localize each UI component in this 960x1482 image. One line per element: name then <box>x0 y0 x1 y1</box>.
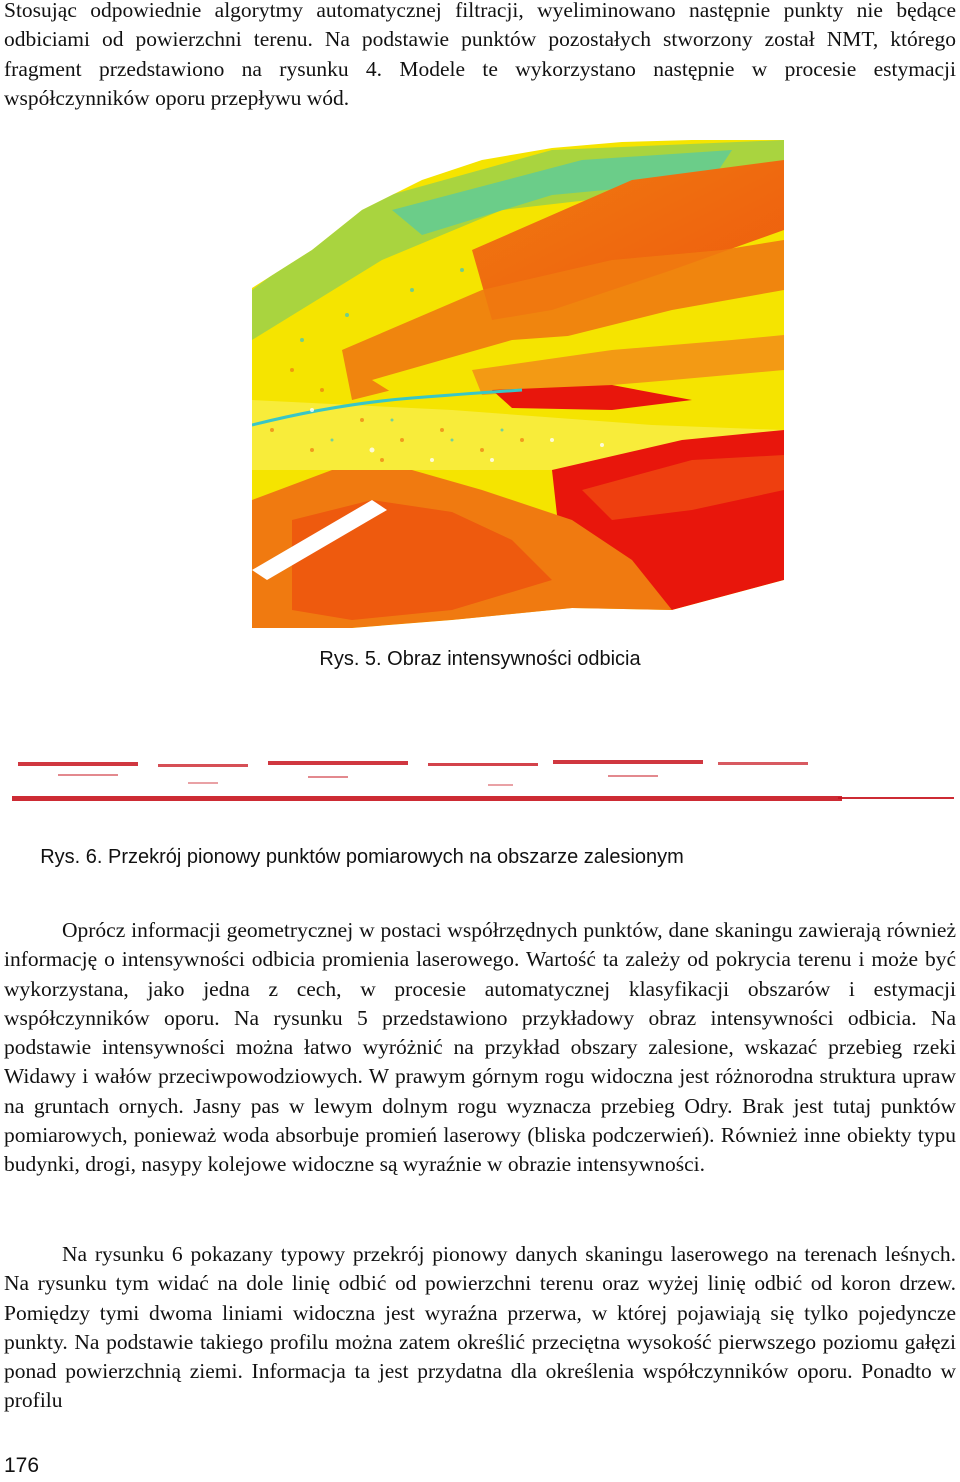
figure-5-caption: Rys. 5. Obraz intensywności odbicia <box>319 648 641 670</box>
vertical-profile-figure <box>8 752 956 812</box>
intensity-image-figure <box>252 140 784 630</box>
figure-6-caption: Rys. 6. Przekrój pionowy punktów pomiarowych na obszarze zalesionym <box>40 846 684 868</box>
page-number: 176 <box>4 1454 40 1477</box>
paragraph-profile: Na rysunku 6 pokazany typowy przekrój pionowy danych skaningu laserowego na terenach leśnych. Na rysunku tym widać na dole linię odbić od powierzchni terenu oraz wyżej linię odbić od koron drzew. Pomiędzy tymi dwoma liniami widoczna jest wyraźna przerwa, w której pojawiają się tylko pojedyncze punkty. Na podstawie takiego profilu można zatem określić przeciętna wysokość pierwszego poziomu gałęzi ponad powierzchnią ziemi. Informacja ta jest przydatna dla określenia współczynników oporu. Ponadto w profilu <box>4 1242 956 1413</box>
paragraph-intensity: Oprócz informacji geometrycznej w postaci współrzędnych punktów, dane skaningu zawierają również informację o intensywności odbicia promienia laserowego. Wartość ta zależy od pokrycia terenu i może być wykorzystana, jako jedna z cech, w procesie automatycznej klasyfikacji obszarów i estymacji współczynników oporu. Na rysunku 5 przedstawiono przykładowy obraz intensywności odbicia. Na podstawie intensywności można łatwo wyróżnić na przykład obszary zalesione, wskazać przebieg rzeki Widawy i wałów przeciwpowodziowych. W prawym górnym rogu widoczna jest różnorodna struktura upraw na gruntach ornych. Jasny pas w lewym dolnym rogu wyznacza przebieg Odry. Brak jest tutaj punktów pomiarowych, ponieważ woda absorbuje promień laserowy (bliska podczerwień). Również inne obiekty typu budynki, drogi, nasypy kolejowe widoczne są wyraźnie w obrazie intensywności. <box>4 918 956 1177</box>
paragraph-intro: Stosując odpowiednie algorytmy automatycznej filtracji, wyeliminowano następnie punkty nie będące odbiciami od powierzchni terenu. Na podstawie punktów pozostałych stworzony został NMT, którego fragment przedstawiono na rysunku 4. Modele te wykorzystano następnie w procesie estymacji współczynników oporu przepływu wód. <box>4 0 956 110</box>
